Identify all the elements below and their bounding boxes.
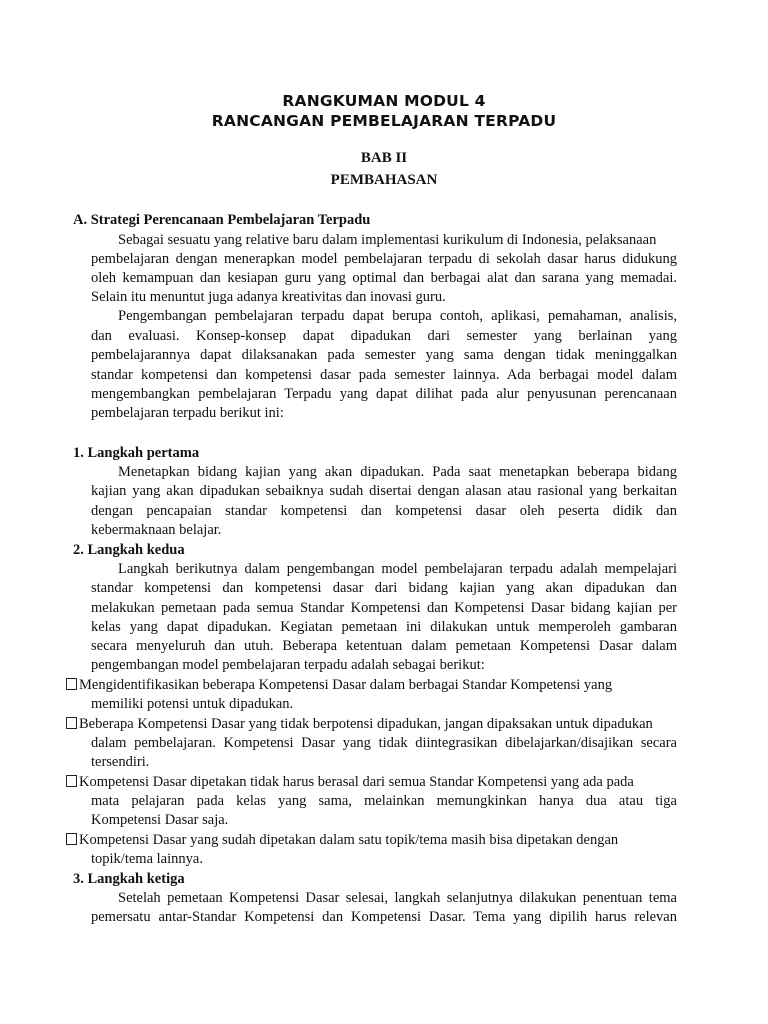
paragraph-line: Pengembangan pembelajaran terpadu dapat berupa contoh, aplikasi, pemahaman, analisis, xyxy=(118,308,677,324)
paragraph-line: Setelah pemetaan Kompetensi Dasar selesai, langkah selanjutnya dilakukan penentuan tema xyxy=(118,890,677,906)
bullet-continuation: dalam pembelajaran. Kompetensi Dasar yang tidak diintegrasikan dibelajarkan/disajikan secara xyxy=(91,735,677,751)
document-subtitle: RANCANGAN PEMBELAJARAN TERPADU xyxy=(211,112,557,130)
paragraph-line: Langkah berikutnya dalam pengembangan model pembelajaran terpadu adalah mempelajari xyxy=(118,561,677,577)
chapter-number: BAB II xyxy=(360,150,408,166)
paragraph-line: pengembangan model pembelajaran terpadu adalah sebagai berikut: xyxy=(91,657,485,673)
bullet-continuation: topik/tema lainnya. xyxy=(91,851,203,867)
bullet-item xyxy=(66,676,678,695)
paragraph-line: pemersatu antar-Standar Kompetensi dan Kompetensi Dasar. Tema yang dipilih harus relevan xyxy=(91,909,677,925)
bullet-text: Kompetensi Dasar dipetakan tidak harus berasal dari semua Standar Kompetensi yang ada pada xyxy=(79,774,634,790)
paragraph-line: pembelajarannya dapat dilaksanakan pada semester yang sama dengan tidak meninggalkan xyxy=(91,347,677,363)
bullet-box-icon xyxy=(66,775,77,787)
paragraph-line: Selain itu menuntut juga adanya kreativitas dan inovasi guru. xyxy=(91,289,446,305)
paragraph-line: Menetapkan bidang kajian yang akan dipadukan. Pada saat menetapkan beberapa bidang xyxy=(118,464,677,480)
step-heading: 3. Langkah ketiga xyxy=(73,871,185,887)
section-heading: A. Strategi Perencanaan Pembelajaran Terpadu xyxy=(73,212,371,228)
chapter-title: PEMBAHASAN xyxy=(330,172,438,188)
step-heading: 2. Langkah kedua xyxy=(73,542,185,558)
paragraph-line: dan evaluasi. Konsep-konsep dapat dipadukan dari semester yang berlainan yang xyxy=(91,328,677,344)
bullet-item xyxy=(66,831,618,850)
paragraph-line: secara menyeluruh dan utuh. Beberapa ketentuan dalam pemetaan Kompetensi Dasar dalam xyxy=(91,638,677,654)
bullet-text: Kompetensi Dasar yang sudah dipetakan dalam satu topik/tema masih bisa dipetakan dengan xyxy=(79,832,619,848)
bullet-continuation: mata pelajaran pada kelas yang sama, melainkan memungkinkan hanya dua atau tiga xyxy=(91,793,677,809)
paragraph-line: mengembangkan pembelajaran Terpadu yang dapat dilihat pada alur penyusunan perencanaan xyxy=(91,386,677,402)
bullet-continuation: Kompetensi Dasar saja. xyxy=(91,812,229,828)
bullet-continuation: tersendiri. xyxy=(91,754,150,770)
bullet-text: Beberapa Kompetensi Dasar yang tidak berpotensi dipadukan, jangan dipaksakan untuk dipadukan xyxy=(79,716,653,732)
step-heading: 1. Langkah pertama xyxy=(73,445,200,461)
paragraph-line: pembelajaran terpadu berikut ini: xyxy=(91,405,284,421)
paragraph-line: kajian yang akan dipadukan sebaiknya sudah disertai dengan alasan atau rasional yang berkaitan xyxy=(91,483,677,499)
paragraph-line: Sebagai sesuatu yang relative baru dalam implementasi kurikulum di Indonesia, pelaksanaan xyxy=(118,232,657,248)
paragraph-line: melakukan pemetaan pada semua Standar Kompetensi dan Kompetensi Dasar bidang kajian per xyxy=(91,600,677,616)
paragraph-line: dengan pencapaian standar kompetensi dan kompetensi dasar oleh peserta didik dan xyxy=(91,503,677,519)
bullet-text: Mengidentifikasikan beberapa Kompetensi Dasar dalam berbagai Standar Kompetensi yang xyxy=(79,677,613,693)
paragraph-line: kelas yang dapat dipadukan. Kegiatan pemetaan ini dilakukan untuk memperoleh gambaran xyxy=(91,619,677,635)
bullet-item xyxy=(66,773,634,792)
bullet-box-icon xyxy=(66,678,77,690)
bullet-item xyxy=(66,715,653,734)
bullet-box-icon xyxy=(66,717,77,729)
paragraph-line: pembelajaran dengan menerapkan model pembelajaran terpadu di sekolah dasar harus didukung xyxy=(91,251,677,267)
paragraph-line: standar kompetensi dan kompetensi dasar pada semester lainnya. Ada berbagai model dalam xyxy=(91,367,677,383)
document-title: RANGKUMAN MODUL 4 xyxy=(282,92,486,110)
bullet-continuation: memiliki potensi untuk dipadukan. xyxy=(91,696,294,712)
bullet-box-icon xyxy=(66,833,77,845)
paragraph-line: oleh kemampuan dan kesiapan guru yang optimal dan berbagai alat dan sarana yang memadai. xyxy=(91,270,677,286)
paragraph-line: standar kompetensi dan kompetensi dasar dari bidang kajian yang akan dipadukan dan xyxy=(91,580,677,596)
paragraph-line: kebermaknaan belajar. xyxy=(91,522,222,538)
